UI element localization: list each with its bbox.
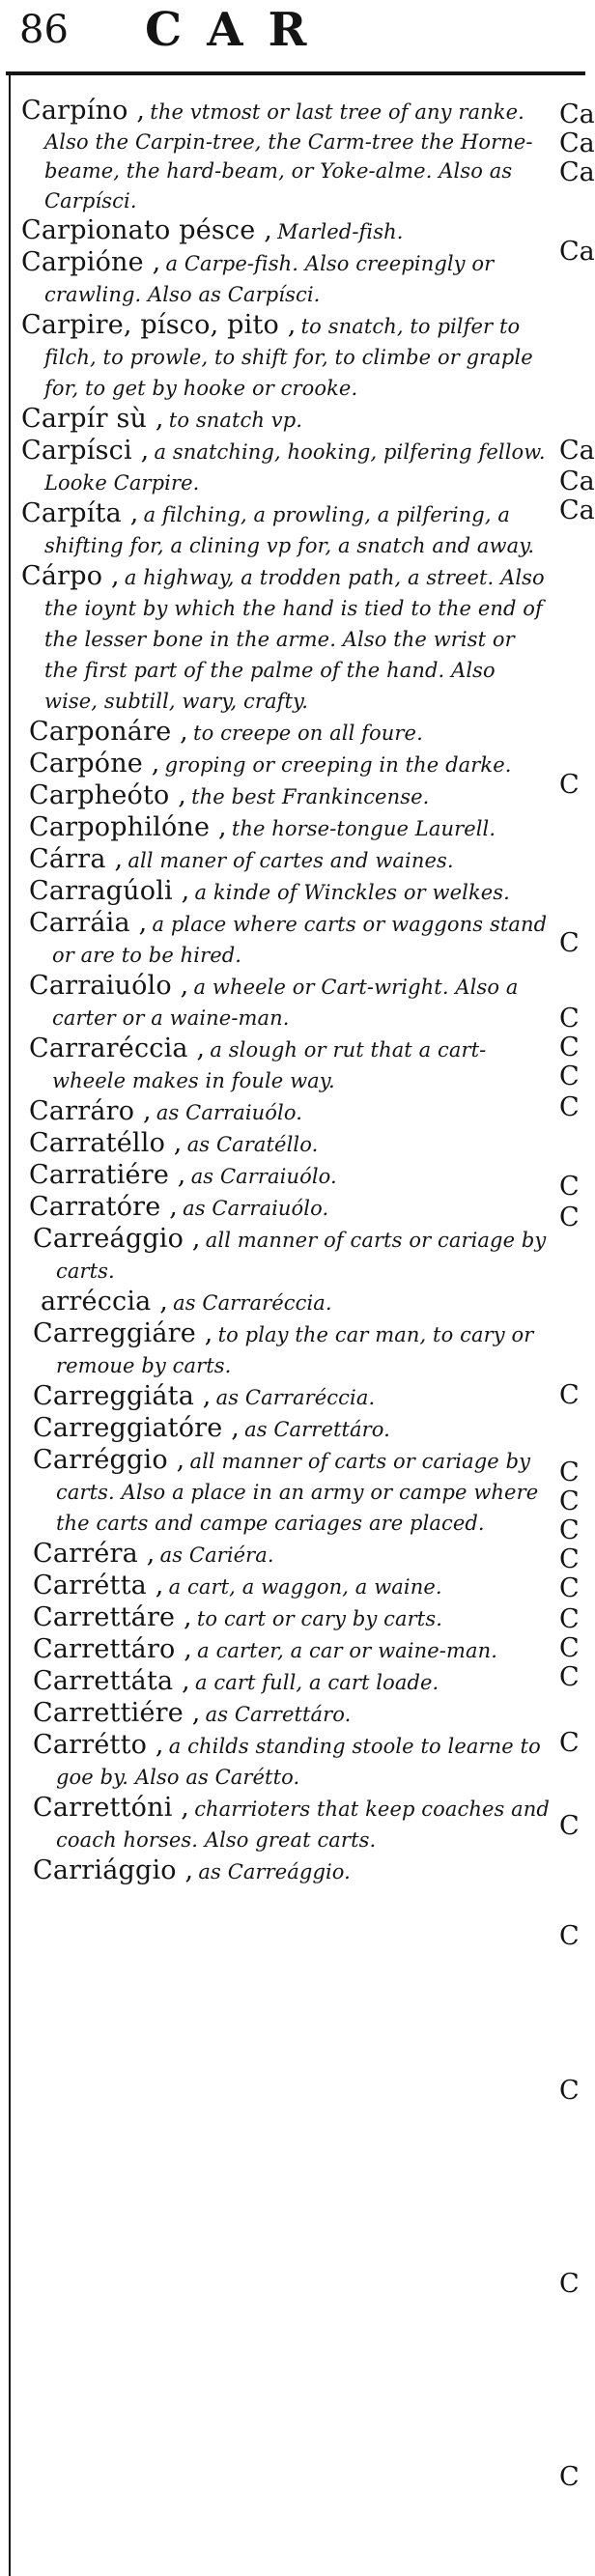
dictionary-entry [33, 1446, 551, 1540]
fragment: C [559, 2076, 580, 2106]
headword: Carratiére , [29, 1160, 186, 1190]
running-head: CAR [145, 3, 332, 57]
fragment: C [559, 1203, 580, 1232]
dictionary-entry [21, 562, 551, 718]
definition: the horse-tongue Laurell. [231, 817, 496, 840]
headword: Carratéllo , [29, 1128, 183, 1158]
headword: Carrétta , [33, 1571, 164, 1600]
definition: the vtmost or last tree of any ranke. Also the Carpin-tree, the Carm-tree the Horne-beame, the hard-beam, or Yoke-alme. Also as Carpísci. [44, 100, 533, 212]
definition: a Carpe-fish. Also creepingly or crawling. Also as Carpísci. [44, 252, 495, 306]
headword: Carpire, písco, pito , [21, 310, 297, 340]
headword: Carraréccia , [29, 1033, 206, 1063]
headword: Carpír sù , [21, 404, 164, 434]
definition: charrioters that keep coaches and coach horses. Also great carts. [56, 1798, 550, 1852]
fragment: C [559, 1004, 580, 1033]
dictionary-entry [29, 1097, 551, 1129]
dictionary-entry [33, 1794, 551, 1856]
definition: to play the car man, to cary or remoue by carts. [56, 1323, 534, 1377]
definition: Marled-fish. [277, 220, 404, 243]
definition: as Carreággio. [198, 1860, 351, 1883]
definition: a highway, a trodden path, a street. Also the ioynt by which the hand is tied to the end of the lesser bone in the arme. Also the wrist or the first part of the palme of the hand. Also wise, subtill, wary, crafty. [44, 566, 545, 713]
headword: Cárra , [29, 844, 124, 874]
dictionary-entry [21, 248, 551, 311]
fragment: Ca [559, 157, 595, 187]
dictionary-entry [21, 499, 551, 562]
fragment: C [559, 1380, 580, 1410]
headword: Carragúoli , [29, 876, 190, 906]
dictionary-entry [29, 750, 551, 781]
dictionary-entry [33, 1225, 551, 1288]
fragment: C [559, 928, 580, 958]
dictionary-entry [29, 845, 551, 877]
fragment: C [559, 1172, 580, 1202]
fragment: C [559, 1728, 580, 1758]
definition: a kinde of Winckles or welkes. [194, 881, 510, 904]
headword: Carráro , [29, 1096, 152, 1126]
fragment: C [559, 1092, 580, 1122]
dictionary-entry [33, 1540, 551, 1571]
dictionary-entry [33, 1667, 551, 1699]
dictionary-entry [29, 781, 551, 813]
fragment: Ca [559, 495, 595, 525]
definition: as Carraréccia. [215, 1386, 376, 1409]
definition: to creepe on all foure. [193, 722, 423, 745]
dictionary-entry [33, 1856, 551, 1888]
headword: Carrettiére , [33, 1698, 201, 1728]
fragment: C [559, 1033, 580, 1062]
fragment: C [559, 1662, 580, 1692]
page-number: 86 [19, 8, 69, 52]
dictionary-entry [29, 813, 551, 845]
headword: Carráia , [29, 908, 148, 938]
dictionary-entry [21, 216, 551, 248]
headword: Carpheóto , [29, 780, 187, 810]
definition: to cart or cary by carts. [196, 1607, 442, 1630]
headword: Carreggiatóre , [33, 1413, 241, 1443]
headword: Carpóne , [29, 749, 160, 778]
headword: Carpióne , [21, 247, 161, 277]
dictionary-entry [33, 1731, 551, 1794]
definition: all manner of carts or cariage by carts. Also a place in an army or campe where the carts and campe cariages are placed. [56, 1450, 539, 1535]
dictionary-entry [29, 909, 551, 972]
dictionary-entry [21, 437, 551, 499]
definition: a carter, a car or waine-man. [197, 1639, 497, 1662]
fragment: C [559, 2269, 580, 2299]
fragment: C [559, 1633, 580, 1663]
dictionary-entry [21, 311, 551, 405]
definition: as Caratéllo. [186, 1133, 319, 1156]
definition: the best Frankincense. [191, 785, 430, 808]
fragment: C [559, 1062, 580, 1091]
definition: a snatching, hooking, pilfering fellow. Looke Carpire. [44, 440, 546, 495]
definition: a cart full, a cart loade. [194, 1671, 439, 1694]
definition: groping or creeping in the darke. [164, 753, 512, 777]
definition: a place where carts or waggons stand or are to be hired. [52, 913, 548, 967]
dictionary-entry [41, 1288, 551, 1319]
definition: a cart, a waggon, a waine. [168, 1575, 442, 1599]
dictionary-entry [29, 972, 551, 1034]
dictionary-entry [29, 1161, 551, 1193]
fragment: Ca [559, 128, 595, 158]
fragment: C [559, 2462, 580, 2492]
dictionary-entry [29, 1129, 551, 1161]
headword: Carreággio , [33, 1224, 201, 1254]
dictionary-entry [21, 405, 551, 437]
dictionary-entry [29, 718, 551, 750]
fragment: C [559, 1544, 580, 1574]
dictionary-entry [33, 1571, 551, 1603]
fragment: C [559, 770, 580, 800]
dictionary-entry [33, 1414, 551, 1446]
headword: Carpionato pésce , [21, 215, 272, 245]
fragment: Ca [559, 436, 595, 466]
dictionary-entry [33, 1319, 551, 1382]
headword: Carriággio , [33, 1855, 194, 1885]
headword: Carpophilóne , [29, 812, 227, 842]
dictionary-entry [29, 877, 551, 909]
fragment: C [559, 1573, 580, 1603]
headword: Carrétto , [33, 1730, 164, 1760]
dictionary-entry [33, 1635, 551, 1667]
fragment: C [559, 1604, 580, 1634]
definition: all manner of carts or cariage by carts. [56, 1229, 547, 1283]
headword: Carpíta , [21, 498, 139, 528]
definition: a slough or rut that a cart-wheele makes in foule way. [52, 1038, 487, 1092]
fragment: C [559, 1921, 580, 1951]
headword: Carreggiáre , [33, 1318, 213, 1348]
dictionary-entry [33, 1699, 551, 1731]
headword: Carratóre , [29, 1192, 179, 1222]
headword: Carrettóni , [33, 1793, 190, 1823]
definition: a childs standing stoole to learne to goe by. Also as Carétto. [56, 1735, 541, 1789]
fragment: Ca [559, 467, 595, 496]
definition: as Carrettáro. [244, 1418, 390, 1441]
next-column-fragments [559, 97, 595, 2569]
headword: Carrettáre , [33, 1602, 192, 1632]
dictionary-entry [33, 1382, 551, 1414]
fragment: C [559, 1486, 580, 1516]
definition: to snatch, to pilfer to filch, to prowle, to shift for, to climbe or graple for, to get by hooke or crooke. [44, 315, 533, 400]
fragment: C [559, 1515, 580, 1545]
headword: Carréra , [33, 1539, 156, 1569]
definition: as Carraiuólo. [156, 1101, 302, 1124]
definition: all maner of cartes and waines. [128, 849, 454, 872]
fragment: C [559, 1458, 580, 1487]
dictionary-entry [21, 97, 551, 216]
definition: as Carraiuólo. [190, 1165, 337, 1188]
header-rule [6, 71, 585, 75]
fragment: C [559, 1811, 580, 1841]
headword: Carpísci , [21, 436, 150, 466]
definition: as Carrettáro. [205, 1703, 352, 1726]
headword: Carrettáro , [33, 1634, 193, 1664]
fragment: Ca [559, 99, 595, 129]
headword: Carreggiáta , [33, 1381, 212, 1411]
dictionary-entry [33, 1603, 551, 1635]
definition: as Carraiuólo. [183, 1197, 329, 1220]
headword: Carrettáta , [33, 1666, 190, 1696]
fragment: Ca [559, 237, 595, 267]
headword: Carraiuólo , [29, 971, 189, 1001]
headword: Cárpo , [21, 561, 120, 591]
dictionary-entry [29, 1034, 551, 1097]
headword: Carpíno , [21, 96, 146, 126]
definition: a filching, a prowling, a pilfering, a shifting for, a clining vp for, a snatch and away. [44, 503, 535, 557]
definition: a wheele or Cart-wright. Also a carter or a waine-man. [52, 976, 519, 1030]
column-rule [9, 71, 11, 2576]
headword: arréccia , [41, 1287, 169, 1316]
definition: to snatch vp. [168, 409, 303, 432]
entries-column [21, 97, 551, 2569]
headword: Carréggio , [33, 1445, 185, 1475]
dictionary-entry [29, 1193, 551, 1225]
headword: Carponáre , [29, 717, 188, 747]
definition: as Cariéra. [159, 1543, 274, 1567]
definition: as Carraréccia. [173, 1291, 332, 1315]
